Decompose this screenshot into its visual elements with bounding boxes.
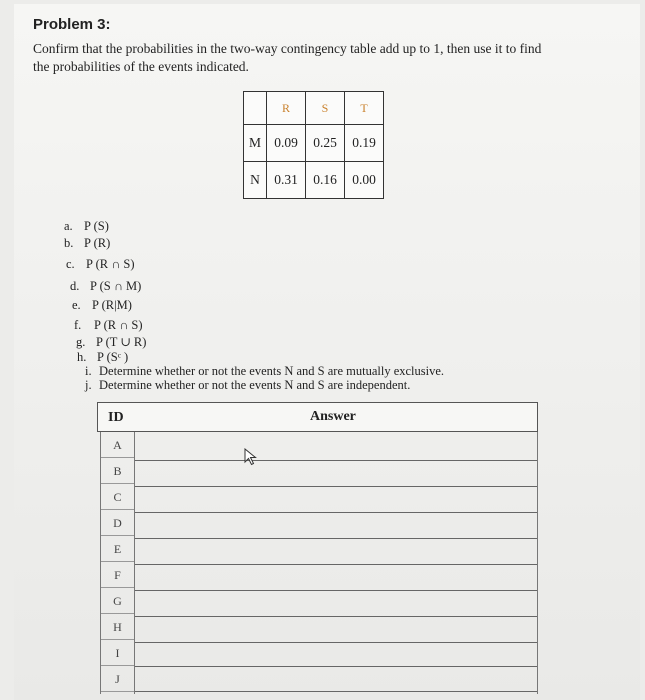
answer-row-d-line [135, 538, 538, 539]
question-j: j. Determine whether or not the events N and S are independent. [85, 378, 411, 392]
cell-n-s: 0.16 [306, 162, 345, 199]
column-header-s: S [306, 92, 345, 125]
instruction-line-2: the probabilities of the events indicated. [33, 59, 249, 74]
contingency-row-n [244, 162, 384, 199]
row-header-m: M [244, 125, 267, 162]
answer-id-f: F [101, 562, 134, 588]
contingency-table [243, 91, 384, 199]
question-g: g. P (T ∪ R) [76, 335, 147, 349]
cell-m-r: 0.09 [267, 125, 306, 162]
problem-title: Problem 3: [33, 16, 111, 33]
answer-id-b: B [101, 458, 134, 484]
answer-row-e-line [135, 564, 538, 565]
question-a: a. P (S) [64, 219, 109, 233]
question-d: d. P (S ∩ M) [70, 279, 142, 293]
answer-table [97, 402, 538, 694]
contingency-corner-cell [244, 92, 267, 125]
answer-id-e: E [101, 536, 134, 562]
problem-instructions [33, 40, 541, 76]
answer-row-c-line [135, 512, 538, 513]
answer-row-f-line [135, 590, 538, 591]
instruction-line-1: Confirm that the probabilities in the two-way contingency table add up to 1, then use it to find [33, 41, 542, 56]
mouse-pointer-icon [244, 448, 258, 466]
question-e: e. P (R|M) [72, 298, 132, 312]
cell-m-t: 0.19 [345, 125, 384, 162]
answer-id-c: C [101, 484, 134, 510]
column-header-t: T [345, 92, 384, 125]
id-column [100, 432, 135, 694]
answer-row-h-line [135, 642, 538, 643]
answer-id-d: D [101, 510, 134, 536]
contingency-header-row [244, 92, 384, 125]
column-header-r: R [267, 92, 306, 125]
contingency-row-m [244, 125, 384, 162]
answer-id-i: I [101, 640, 134, 666]
cell-m-s: 0.25 [306, 125, 345, 162]
question-c: c. P (R ∩ S) [66, 257, 135, 271]
answer-row-i-line [135, 666, 538, 667]
id-column-header: ID [108, 410, 124, 425]
answer-row-a-line [135, 460, 538, 461]
answer-column-header: Answer [310, 409, 356, 424]
answer-table-header [97, 402, 538, 432]
answer-id-g: G [101, 588, 134, 614]
cell-n-t: 0.00 [345, 162, 384, 199]
answer-table-right-border [537, 432, 538, 694]
question-f: f. P (R ∩ S) [74, 318, 143, 332]
answer-id-h: H [101, 614, 134, 640]
answer-row-g-line [135, 616, 538, 617]
cell-n-r: 0.31 [267, 162, 306, 199]
answer-row-b-line [135, 486, 538, 487]
row-header-n: N [244, 162, 267, 199]
question-b: b. P (R) [64, 236, 111, 250]
question-i: i. Determine whether or not the events N and S are mutually exclusive. [85, 364, 445, 378]
question-h: h. P (Sᶜ ) [77, 350, 129, 364]
answer-id-j: J [101, 666, 134, 692]
answer-row-j-line [135, 691, 538, 692]
answer-id-a: A [101, 432, 134, 458]
